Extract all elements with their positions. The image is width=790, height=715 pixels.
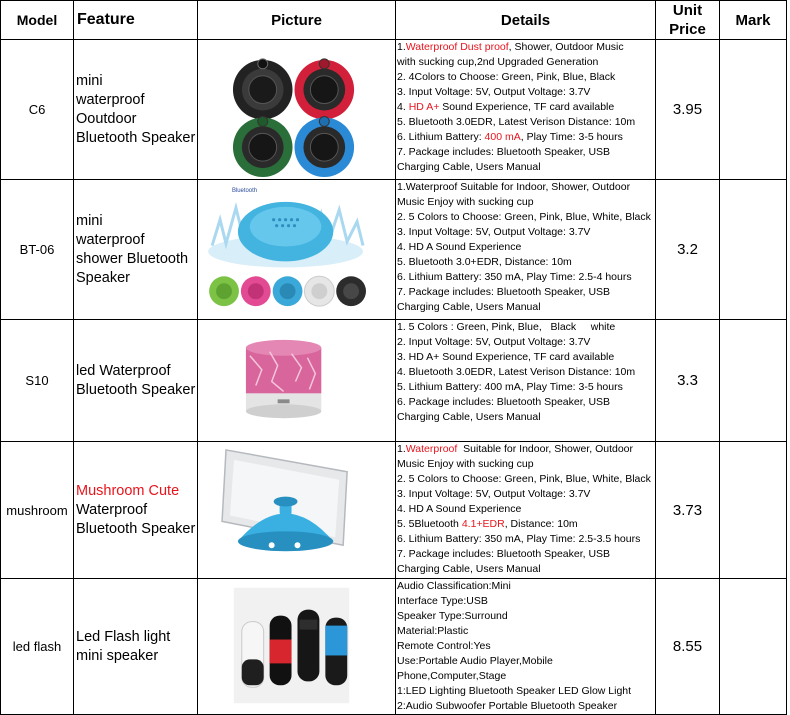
table-row <box>1 320 787 442</box>
speaker-red-icon <box>270 616 292 686</box>
s10-speaker-image <box>198 320 395 441</box>
feature-line: waterproof <box>76 231 145 248</box>
detail-line: Charging Cable, Users Manual <box>397 411 541 423</box>
mark-cell <box>720 442 787 579</box>
detail-line: 7. Package includes: Bluetooth Speaker, USB <box>397 286 611 298</box>
detail-line: Audio Classification:Mini <box>397 580 511 592</box>
header-mark: Mark <box>720 1 787 40</box>
detail-line: 7. Package includes: Bluetooth Speaker, USB <box>397 548 611 560</box>
feature-line: mini <box>76 72 103 89</box>
detail-line: 4. Bluetooth 3.0EDR, Latest Verison Distance: 10m <box>397 366 636 378</box>
speaker-white-icon <box>242 622 264 688</box>
detail-line: 5. Bluetooth 3.0+EDR, Distance: 10m <box>397 256 572 268</box>
header-model: Model <box>1 1 74 40</box>
header-picture: Picture <box>198 1 396 40</box>
detail-line: Remote Control:Yes <box>397 640 491 652</box>
detail-line: 5. 5Bluetooth 4.1+EDR, Distance: 10m <box>397 518 578 530</box>
detail-line: 3. HD A+ Sound Experience, TF card available <box>397 351 615 363</box>
detail-line: with sucking cup,2nd Upgraded Generation <box>397 56 599 68</box>
speaker-blue-icon <box>325 618 347 686</box>
model-cell: S10 <box>1 320 74 442</box>
feature-cell <box>74 579 198 715</box>
feature-line: Mushroom Cute <box>76 482 180 499</box>
detail-line: 2:Audio Subwoofer Portable Bluetooth Speaker <box>397 700 618 712</box>
header-unit-price-line1: Unit <box>672 2 703 19</box>
price-cell: 3.73 <box>656 442 720 579</box>
picture-cell <box>198 40 396 180</box>
feature-line: led Waterproof <box>76 362 171 379</box>
picture-cell <box>198 180 396 320</box>
feature-line: mini speaker <box>76 647 159 664</box>
mushroom-speaker-image <box>198 442 395 578</box>
detail-line: Charging Cable, Users Manual <box>397 161 541 173</box>
model-cell: led flash <box>1 579 74 715</box>
color-variants-icon <box>209 276 366 306</box>
c6-speakers-image <box>198 40 395 179</box>
speaker-blue-icon <box>295 116 355 177</box>
feature-line: shower Bluetooth <box>76 250 189 267</box>
price-cell: 3.3 <box>656 320 720 442</box>
details-cell <box>396 579 656 715</box>
header-row <box>1 1 787 40</box>
table-row <box>1 40 787 180</box>
model-cell: BT-06 <box>1 180 74 320</box>
mark-cell <box>720 40 787 180</box>
details-cell <box>396 180 656 320</box>
led-flash-speakers-image <box>198 579 395 714</box>
model-cell: mushroom <box>1 442 74 579</box>
header-unit-price <box>656 1 720 40</box>
speaker-black-icon <box>233 59 293 120</box>
detail-line: 7. Package includes: Bluetooth Speaker, USB <box>397 146 611 158</box>
detail-line: Material:Plastic <box>397 625 469 637</box>
detail-line: 6. Lithium Battery: 400 mA, Play Time: 3-5 hours <box>397 131 623 143</box>
detail-line: 6. Package includes: Bluetooth Speaker, USB <box>397 396 611 408</box>
led-speaker-icon <box>246 340 321 418</box>
detail-line: 1.Waterproof Dust proof, Shower, Outdoor Music <box>397 41 624 53</box>
bt06-speaker-image <box>198 180 395 319</box>
detail-line: 4. HD A Sound Experience <box>397 241 522 253</box>
feature-line: Led Flash light <box>76 628 171 645</box>
detail-line: 3. Input Voltage: 5V, Output Voltage: 3.7V <box>397 488 591 500</box>
detail-line: Use:Portable Audio Player,Mobile <box>397 655 553 667</box>
details-cell <box>396 40 656 180</box>
feature-line: Waterproof <box>76 501 148 518</box>
detail-line: 2. Input Voltage: 5V, Output Voltage: 3.7V <box>397 336 591 348</box>
speaker-green-icon <box>233 116 293 177</box>
detail-line: 1.Waterproof Suitable for Indoor, Shower, Outdoor <box>397 443 634 455</box>
feature-line: Speaker <box>76 269 131 286</box>
detail-line: 5. Lithium Battery: 400 mA, Play Time: 3-5 hours <box>397 381 623 393</box>
detail-line: 3. Input Voltage: 5V, Output Voltage: 3.7V <box>397 226 591 238</box>
detail-line: Music Enjoy with sucking cup <box>397 458 534 470</box>
speaker-black-icon <box>297 610 319 682</box>
mark-cell <box>720 579 787 715</box>
feature-cell <box>74 180 198 320</box>
detail-line: Phone,Computer,Stage <box>397 670 507 682</box>
detail-line: 6. Lithium Battery: 350 mA, Play Time: 2.5-4 hours <box>397 271 632 283</box>
detail-line: Interface Type:USB <box>397 595 488 607</box>
picture-cell <box>198 442 396 579</box>
detail-line: Charging Cable, Users Manual <box>397 563 541 575</box>
feature-cell <box>74 40 198 180</box>
detail-line: 2. 5 Colors to Choose: Green, Pink, Blue, White, Black <box>397 211 651 223</box>
header-unit-price-line2: Price <box>669 21 706 38</box>
detail-line: 1:LED Lighting Bluetooth Speaker LED Glow Light <box>397 685 632 697</box>
detail-line: 1.Waterproof Suitable for Indoor, Shower, Outdoor <box>397 181 631 193</box>
detail-line: 4. HD A Sound Experience <box>397 503 522 515</box>
feature-line: mini <box>76 212 103 229</box>
detail-line: 2. 5 Colors to Choose: Green, Pink, Blue, White, Black <box>397 473 651 485</box>
table-row <box>1 579 787 715</box>
price-cell: 8.55 <box>656 579 720 715</box>
speaker-red-icon <box>295 59 355 120</box>
detail-line: 3. Input Voltage: 5V, Output Voltage: 3.7V <box>397 86 591 98</box>
details-cell <box>396 320 656 442</box>
feature-line: Bluetooth Speaker <box>76 520 196 537</box>
detail-line: Speaker Type:Surround <box>397 610 508 622</box>
detail-line: 2. 4Colors to Choose: Green, Pink, Blue, Black <box>397 71 616 83</box>
bluetooth-label: Bluetooth <box>231 187 258 194</box>
mark-cell <box>720 320 787 442</box>
detail-line: 1. 5 Colors : Green, Pink, Blue, Black white <box>397 321 616 333</box>
feature-cell <box>74 442 198 579</box>
feature-line: Bluetooth Speaker <box>76 129 196 146</box>
header-details: Details <box>396 1 656 40</box>
feature-cell <box>74 320 198 442</box>
table-row <box>1 442 787 579</box>
feature-line: waterproof <box>76 91 145 108</box>
detail-line: Music Enjoy with sucking cup <box>397 196 534 208</box>
details-cell <box>396 442 656 579</box>
table-row <box>1 180 787 320</box>
price-cell: 3.2 <box>656 180 720 320</box>
detail-line: 4. HD A+ Sound Experience, TF card available <box>397 101 615 113</box>
model-cell: C6 <box>1 40 74 180</box>
detail-line: 6. Lithium Battery: 350 mA, Play Time: 2.5-3.5 hours <box>397 533 641 545</box>
feature-line: Ooutdoor <box>76 110 137 127</box>
picture-cell <box>198 579 396 715</box>
detail-line: Charging Cable, Users Manual <box>397 301 541 313</box>
mark-cell <box>720 180 787 320</box>
header-feature: Feature <box>74 1 198 40</box>
detail-line: 5. Bluetooth 3.0EDR, Latest Verison Distance: 10m <box>397 116 636 128</box>
price-cell: 3.95 <box>656 40 720 180</box>
picture-cell <box>198 320 396 442</box>
feature-line: Bluetooth Speaker <box>76 381 196 398</box>
